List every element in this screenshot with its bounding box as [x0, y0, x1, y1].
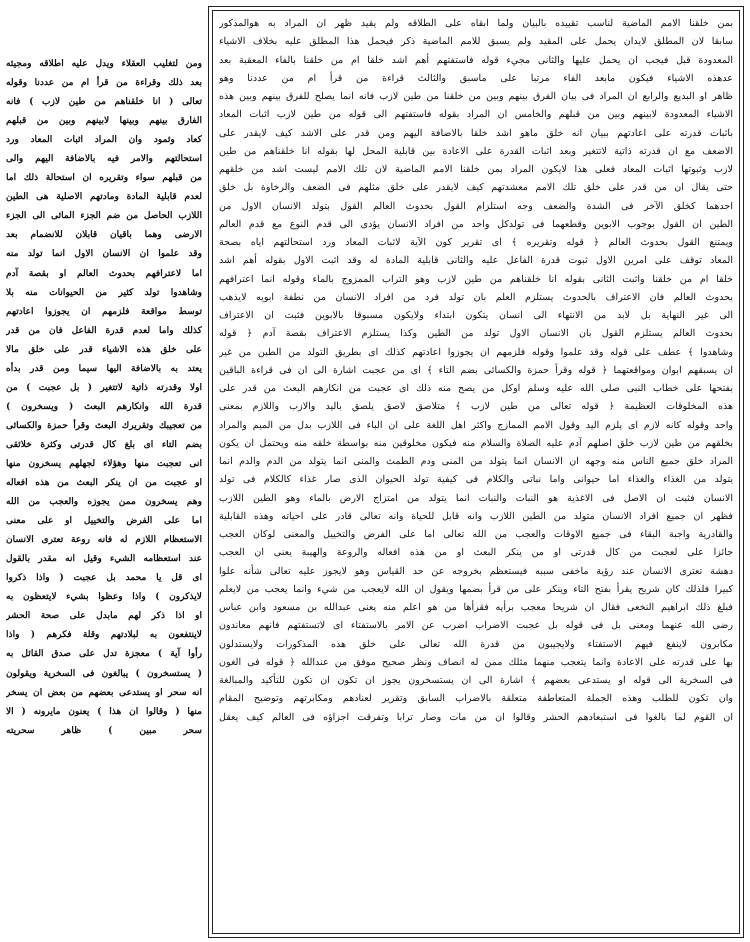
main-text-line: مكابرون لاينفع فيهم الاستفتاء ولايجيبون من قدرة الله تعالى على خلق هذه المذكورات ولايستدلون: [219, 638, 733, 650]
margin-text-line: اما على الفرض والتخييل او على معنى: [6, 515, 202, 527]
margin-text-line: انه سحر او يستدعى بعضهم من بعض ان يسخر: [6, 686, 202, 698]
main-text-line: الطين ان القول بوجوب الابوين وقطعهما فى تولدكل واحد من افراد الانسان يؤدى الى قدم النوع مع قدم العالم: [219, 218, 733, 230]
margin-text-line: ( يستسخرون ) يبالغون فى السخرية ويقولون: [6, 667, 202, 679]
margin-text-line: ومن لتغليب العقلاء ويدل عليه اطلاقه ومجيئه: [6, 58, 202, 69]
main-text-line: عدهذه الاشياء فيكون مابعد الفاء مرتبا على ماسبق والثالث قراءة من قرأ ام من عددنا وهو: [219, 72, 733, 84]
main-text-frame: [208, 6, 744, 938]
margin-text-line: بضم التاء اى بلغ كال قدرتى وكثرة خلائقى: [6, 438, 202, 450]
margin-text-line: وشاهدوا تولد كثير من الحيوانات منه بلا: [6, 286, 202, 298]
margin-text-line: رأوا آية ) معجزة تدل على صدق القائل به: [6, 648, 202, 660]
main-text-line: بفتحها على خطاب النبى صلى الله عليه وسلم اوكل من يصح منه ذلك اى عجبت من انكارهم البعث من قدر على: [219, 383, 733, 394]
margin-text-line: منها ( وقالوا ان هذا ) يعنون مايرونه ( الا: [6, 705, 202, 717]
main-text-line: الاشياء المعدودة لابينهم وبين من قبلهم والخامس ان المراد بقوله فاستفتهم الى قوله من طين لازب اثبات المعاد: [219, 109, 733, 121]
margin-text-line: كعاد وثمود وان المراد اثبات المعاد ورد: [6, 134, 202, 146]
main-text-line: رضى الله عنهما ومعنى بل فى قوله بل عجبت الاضراب اضرب عن الامر بالاستفتاء اى لاتستفتهم فانهم معاندون: [219, 620, 733, 632]
margin-text-line: كذلك واما لعدم قدرة الفاعل فان من قدر: [6, 324, 202, 336]
main-text-line: لازب وثبوتها اثبات المعاد فعلى هذا لايكون المراد بمن خلقنا الامم الماضية لان تلك الامم ليست اشد من خلقهم: [219, 164, 733, 175]
main-text-line: فى السخرية الى قوله او يستدعى بعضهم ﴾ اشارة الى ان يستسخرون يجوز ان تكون ان تكون للتأكيد والمبالغة: [219, 675, 733, 686]
margin-text-line: بعد ذلك وقراءة من قرأ ام من عددنا وقوله: [6, 77, 202, 89]
main-text-line: المعدودة قبل فيجب ان يحمل عليها والثانى مجيء قوله فاستفتهم أهم اشد خلقا ام من خلقنا بالفاء المعقبة بعد: [219, 54, 733, 66]
margin-text-line: اى قل يا محمد بل عجبت ( واذا ذكروا: [6, 572, 202, 584]
margin-text-line: او اذا ذكر لهم مابدل على صحة الحشر: [6, 610, 202, 622]
main-text-line: احدهما كخلق الآخر فى الشدة والضعف وجه استلزام القول بحدوث العالم القول بتولد الانسان الاول من: [219, 200, 733, 212]
margin-text-line: الاستعظام اللازم له فانه روعة تعترى الانسان: [6, 534, 202, 546]
margin-text-line: اللازب الحاصل من ضم الجزء المائى الى الجزء: [6, 210, 202, 222]
main-text-line: يتولد من الغذاء والغذاء اما حيوانى واما نباتى والكلام فى كيفية تولد الحيوان الذى صار غذاء كالكلام فى تولد: [219, 474, 733, 486]
main-text-line: بها على قدرته على الاعادة وانما يتعجب منهما مثلك ممن له انصاف ونظر صحيح موفق من عندالله ﴿ قوله فى الغون: [219, 656, 733, 668]
margin-text-line: على خلق هذه الاشياء قدر على خلق مالا: [6, 343, 202, 355]
main-text-line: بمن خلقنا الامم الماضية لناسب تقييده بالبيان ولما ابقاه على الطلاقه ولم يقيد ظهر ان المراد به هوالمذكور: [219, 18, 733, 29]
margin-text-line: او عجبت من ان ينكر البعث من هذه افعاله: [6, 477, 202, 489]
margin-text-line: وهم يسخرون ممن يجوزه والعجب من الله: [6, 496, 202, 508]
main-text-line: والقادرية واجبة البقاء فى جميع الاوقات والعجب من الله تعالى اما على الفرض والتخييل والمعنى لوكان العجب: [219, 529, 733, 540]
margin-text-line: لايذكرون ) واذا وعظوا بشيء لايتعظون به: [6, 591, 202, 603]
main-text-line: وشاهدوا ﴾ عطف على قوله وقد علموا وقوله فلزمهم ان يجوزوا اعادتهم كذلك اى بطريق التولد من الطين من غير: [219, 346, 733, 358]
main-text-line: المراد خلق جميع الناس منه وجهه ان الانسان انما يتولد من المنى ودم الطمث والمنى انما يتولد من الدم والدم انما: [219, 456, 733, 467]
main-text-line: جائزا على لعجبت من كال قدرتى او من ينكر البعث او من هذه افعاله والروعة والهيبة يعنى ان العجب: [219, 547, 733, 559]
main-text-line: خلقا ام من خلقنا واثبت الثانى بقوله انا خلقناهم من طين لازب وهو التراب الممزوج بالماء وقوله انما اعترافهم: [219, 273, 733, 285]
margin-text-line: الفارق بينهم وبينها لابينهم وبين من قبلهم: [6, 115, 202, 127]
margin-text-line: استحالتهم والامر فيه بالاضافة اليهم والى: [6, 153, 202, 165]
main-text-line: ظاهر او البديع والرابع ان المراد فى بيان الفرق بينهم وبين من خلقنا من طين لازب فانه انما يصلح للفرق بينهم وبين هذه: [219, 91, 733, 102]
margin-text-line: لاينتفعون به لبلادتهم وقلة فكرهم ( واذا: [6, 629, 202, 641]
main-text-line: بخلقهم من طين لازب خلق اصلهم آدم عليه الصلاة والسلام منه فيكون مخلوقين منه بواسطة خلقه منه ويحتمل ان يكون: [219, 437, 733, 449]
main-text-line: فبلغ ذلك ابراهيم النخعى فقال ان شريحا معجب برأيه فقرأها من هو اعلم منه يعنى عبدالله بن مسعود وابن عباس: [219, 602, 733, 613]
margin-text-line: من قبلهم سواء وتقريره ان استحالة ذلك اما: [6, 172, 202, 184]
margin-text-line: اما لاعترافهم بحدوث العالم او بقصة آدم: [6, 267, 202, 279]
main-text-line: سابقا لان المطلق لايدان يحمل على المقيد ولم يسبق للامم الماضية ذكر فيحمل هذا المطلق عليه بخلاف الاشياء: [219, 36, 733, 48]
main-text-line: هذه المخلوقات العظيمة ﴿ قوله تعالى من طين لازب ﴾ متلاصق لاصق يلصق باليد والازب واللازم بمعنى: [219, 401, 733, 413]
main-text-line: ان القوم لما بالغوا فى استبعادهم الحشر وقالوا ان من مات وصار ترابا وتفرقت اجزاؤه فى العالم كيف يعقل: [219, 711, 733, 723]
margin-text-line: توسط مواقعة فلزمهم ان يجوزوا اعادتهم: [6, 305, 202, 317]
main-text-line: وان تكون للطلب وهذه الجملة المتعاطفة متعلقة بالاضراب السابق وتقرير لعنادهم ومكابرتهم وتوضيح المقام: [219, 693, 733, 705]
margin-text-line: من تعجيبك وتقريرك البعث وقرأ حمزة والكسائى: [6, 419, 202, 431]
margin-text-line: وقد علموا ان الانسان الاول انما تولد منه: [6, 248, 202, 260]
margin-commentary: [6, 54, 202, 914]
main-text-line: ان يسبقهم ابوان ومواقعتهما ﴿ قوله وقرأ حمزة والكسائى بضم التاء ﴾ اى من عجبت اشارة الى ان فى قراءة الباقين: [219, 364, 733, 376]
main-text-line: الى غير النهاية بل لابد من الانتهاء الى انسان يتكون ابتداء ولايكون مسبوقا بالابوين فثبت ان الاعتراف: [219, 310, 733, 321]
main-text-line: الانسان فثبت ان الاصل فى الاغذية هو النبات والنبات انما يتولد من امتزاج الارض بالماء وهو الطين اللازب: [219, 492, 733, 504]
main-text-line: ويمتنع القول بحدوث العالم ﴿ قوله وتقريره ﴾ اى تقرير كون الآية لاثبات المعاد ورد استحالتهم اياه بصحة: [219, 237, 733, 248]
margin-text-line: تعالى ( انا خلقناهم من طين لازب ) فانه: [6, 96, 202, 108]
margin-text-line: سحر مبين ) ظاهر سحريته: [6, 724, 202, 736]
main-commentary-text: [219, 15, 733, 929]
main-text-line: كبيرا فلذلك كان شريح يقرأ بفتح التاء وينكر على من قرأ بضمها ويقول ان الله لايعجب من شيء وانما يعجب من لايعلم: [219, 583, 733, 595]
margin-text-line: انى تعجبت منها وهؤلاء لجهلهم يسخرون منها: [6, 457, 202, 469]
margin-text-line: لعدم قابلية المادة ومادتهم الاصلية هى الطين: [6, 191, 202, 203]
margin-text-line: قدرة الله وانكارهم البعث ( ويسخرون ): [6, 400, 202, 412]
main-text-line: دهشة تعترى الانسان عند رؤية ماخفى سببه فيستعظم بخروجه عن حد القياس وهو لايجوز عليه تعالى شأنه علوا: [219, 565, 733, 577]
margin-text-line: عند استعظامه الشيء وقيل انه مقدر بالقول: [6, 553, 202, 565]
main-text-line: بحدوث العالم فان الاعتراف بالحدوث يستلزم العلم بان تولد فرد من افراد الانسان من نطفة ابويه لايذهب: [219, 291, 733, 303]
main-text-line: بحدوث العالم يستلزم القول بان الانسان الاول تولد من الطين وكذا يستلزم الاعتراف بقصة آدم ﴿ قوله: [219, 328, 733, 340]
main-text-line: واحد وقوله كانه لازم اى يلزم اليد وقول الامم الممازج واكثر اهل اللغة على ان الباء فى اللازب بدل من الميم والمراد: [219, 419, 733, 431]
main-text-line: فظهر ان جميع افراد الانسان متولد من الطين اللازب وانه قابل للحياة وانه تعالى قادر على احياته وهذه القابلية: [219, 510, 733, 522]
main-text-line: المعاد توقف على امرين الاول ثبوت قدرة الفاعل عليه والثانى قابلية المادة له وقد اثبت الاول بقوله أهم اشد: [219, 255, 733, 267]
main-text-line: الاضعف مع ان قدرته ذاتية لاتتغير وبعد اثبات القدرة على الاعادة بين قابلية المحل لها بقوله انا خلقناهم من طين: [219, 145, 733, 157]
margin-text-line: يعتد به بالاضافة اليها سيما ومن قدر بدأه: [6, 362, 202, 374]
main-text-line: حتى يقال ان من قدر على خلق تلك الامم معشدتهم كيف لايقدر على خلق مثلهم فى الضعف والرخاوة بل خلق: [219, 182, 733, 194]
main-text-line: باثبات قدرته على اعادتهم ببيان انه خلق ماهو اشد خلقا بالاضافة اليهم ومن قدر على الاشد كيف لايقدر على: [219, 127, 733, 139]
margin-text-line: اولا وقدرته ذاتية لاتتغير ( بل عجبت ) من: [6, 381, 202, 393]
margin-text-line: الارضى وهما باقيان قابلان للانضمام بعد: [6, 229, 202, 241]
